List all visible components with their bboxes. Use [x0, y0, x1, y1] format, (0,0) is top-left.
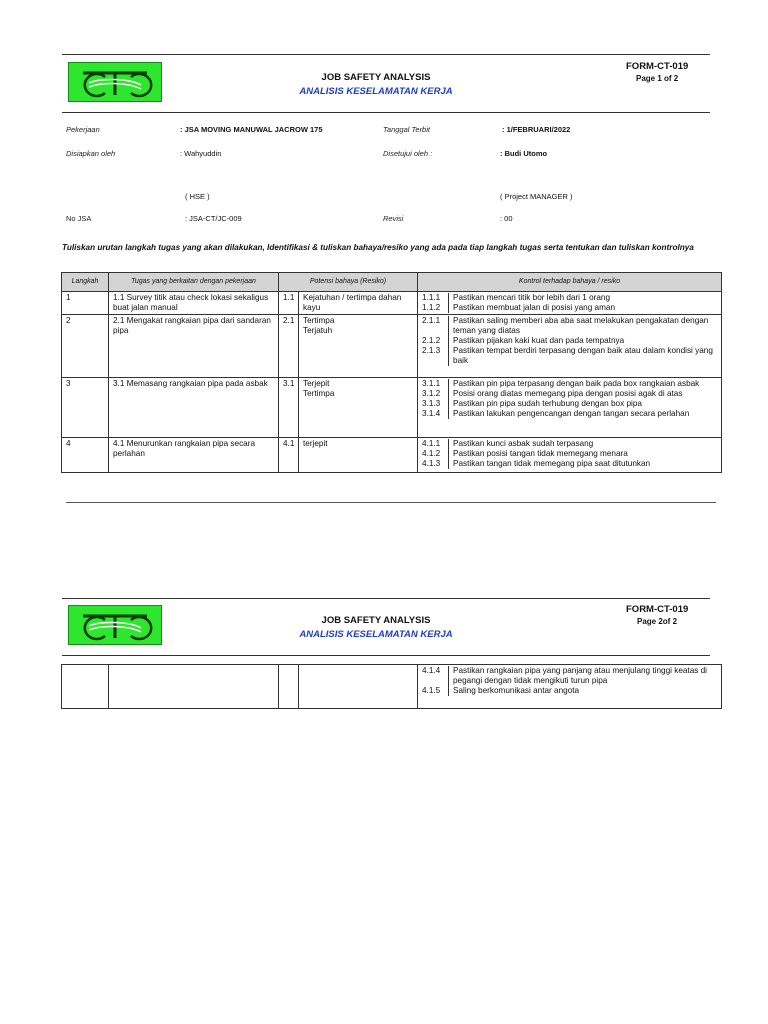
- table-row: [62, 378, 722, 438]
- tanggal-label: Tanggal Terbit: [383, 125, 430, 134]
- cell-langkah: 4: [62, 438, 109, 473]
- kontrol-text: Pastikan lakukan pengencangan dengan tangan secara perlahan: [453, 409, 690, 418]
- top-rule: [62, 54, 710, 55]
- kontrol-list: [418, 293, 721, 313]
- cell-langkah: 3: [62, 378, 109, 438]
- tanggal-value: : 1/FEBRUARI/2022: [502, 125, 571, 134]
- kontrol-text: Pastikan mencari titik bor lebih dari 1 orang: [453, 293, 611, 302]
- cell-tugas: 4.1 Menurunkan rangkaian pipa secara perlahan: [109, 438, 279, 473]
- disetujui-label: Disetujui oleh :: [383, 149, 433, 158]
- kontrol-number: 4.1.4: [418, 666, 449, 686]
- kontrol-number: 2.1.3: [418, 346, 449, 366]
- revisi-value: : 00: [500, 214, 513, 223]
- table-row: [62, 665, 722, 709]
- kontrol-number: 2.1.2: [418, 336, 449, 346]
- document-title: JOB SAFETY ANALYSIS: [321, 72, 431, 83]
- top-rule-page2: [62, 598, 710, 599]
- disiapkan-value: : Wahyuddin: [180, 149, 222, 158]
- company-logo-icon: [68, 605, 162, 645]
- hse-role: ( HSE ): [185, 192, 210, 201]
- kontrol-number: 4.1.3: [418, 459, 449, 469]
- kontrol-number: 3.1.1: [418, 379, 449, 389]
- pm-role: ( Project MANAGER ): [500, 192, 573, 201]
- kontrol-list: [418, 379, 721, 419]
- company-logo-icon: [68, 62, 162, 102]
- revisi-label: Revisi: [383, 214, 404, 223]
- document-subtitle-page2: ANALISIS KESELAMATAN KERJA: [299, 629, 453, 640]
- table-row: [62, 292, 722, 315]
- kontrol-number: 3.1.4: [418, 409, 449, 419]
- kontrol-text: Pastikan pijakan kaki kuat dan pada tempatnya: [453, 336, 625, 345]
- bahaya-line: terjepit: [303, 439, 328, 448]
- jsa-table: [61, 272, 722, 473]
- kontrol-text: Posisi orang diatas memegang pipa dengan posisi agak di atas: [453, 389, 683, 398]
- bahaya-line: Terjatuh: [303, 326, 333, 335]
- bahaya-line: Terjepit: [303, 379, 330, 388]
- kontrol-number: 4.1.2: [418, 449, 449, 459]
- bahaya-line: Kejatuhan / tertimpa dahan kayu: [303, 293, 402, 312]
- kontrol-text: Pastikan pin pipa terpasang dengan baik pada box rangkaian asbak: [453, 379, 700, 388]
- document-subtitle: ANALISIS KESELAMATAN KERJA: [299, 86, 453, 97]
- disetujui-value: : Budi Utomo: [500, 149, 548, 158]
- table-row: [62, 438, 722, 473]
- cell-bahaya: [299, 378, 418, 438]
- kontrol-list: [418, 316, 721, 366]
- page-divider: [66, 502, 716, 503]
- page-number: Page 1 of 2: [636, 74, 679, 83]
- form-code-page2: FORM-CT-019: [626, 604, 689, 615]
- table-row: [62, 315, 722, 378]
- kontrol-text: Pastikan posisi tangan tidak memegang menara: [453, 449, 628, 458]
- kontrol-text: Pastikan tangan tidak memegang pipa saat ditutunkan: [453, 459, 651, 468]
- jsa-table-continued: [61, 664, 722, 709]
- pekerjaan-label: Pekerjaan: [66, 125, 100, 134]
- kontrol-text: Saling berkomunikasi antar angota: [453, 686, 580, 695]
- header-langkah: Langkah: [62, 273, 109, 292]
- kontrol-number: 3.1.3: [418, 399, 449, 409]
- cell-kontrol: [418, 438, 722, 473]
- table-header-row: [62, 273, 722, 292]
- cell-tugas: 1.1 Survey titik atau check lokasi sekaligus buat jalan manual: [109, 292, 279, 315]
- bahaya-line: Tertimpa: [303, 389, 335, 398]
- document-title-page2: JOB SAFETY ANALYSIS: [321, 615, 431, 626]
- cell-bahaya-num: 4.1: [279, 438, 299, 473]
- disiapkan-label: Disiapkan oleh: [66, 149, 116, 158]
- form-code: FORM-CT-019: [626, 61, 689, 72]
- kontrol-text: Pastikan tempat berdiri terpasang dengan baik atau dalam kondisi yang baik: [453, 346, 713, 365]
- cell-bahaya-num: [279, 665, 299, 709]
- cell-bahaya-num: 3.1: [279, 378, 299, 438]
- cell-kontrol: [418, 665, 722, 709]
- kontrol-text: Pastikan rangkaian pipa yang panjang atau menjulang tinggi keatas di pegangi dengan tidak mengikuti turun pipa: [453, 666, 707, 685]
- kontrol-number: 1.1.1: [418, 293, 449, 303]
- cell-bahaya: [299, 438, 418, 473]
- cell-langkah: 2: [62, 315, 109, 378]
- kontrol-list: [418, 666, 721, 696]
- kontrol-text: Pastikan membuat jalan di posisi yang aman: [453, 303, 616, 312]
- cell-bahaya-num: 1.1: [279, 292, 299, 315]
- header-kontrol: Kontrol terhadap bahaya / resiko: [418, 273, 722, 292]
- kontrol-text: Pastikan kunci asbak sudah terpasang: [453, 439, 594, 448]
- nojsa-value: : JSA-CT/JC-009: [185, 214, 242, 223]
- cell-kontrol: [418, 315, 722, 378]
- cell-bahaya-num: 2.1: [279, 315, 299, 378]
- header-bahaya: Potensi bahaya (Resiko): [279, 273, 418, 292]
- logo-graphic: [69, 606, 161, 644]
- cell-kontrol: [418, 378, 722, 438]
- cell-bahaya: [299, 292, 418, 315]
- header-rule: [62, 112, 710, 113]
- bahaya-line: Tertimpa: [303, 316, 335, 325]
- cell-tugas: [109, 665, 279, 709]
- pekerjaan-value: : JSA MOVING MANUWAL JACROW 175: [180, 125, 323, 134]
- header-rule-page2: [62, 655, 710, 656]
- logo-graphic: [69, 63, 161, 101]
- cell-langkah: [62, 665, 109, 709]
- kontrol-number: 3.1.2: [418, 389, 449, 399]
- cell-langkah: 1: [62, 292, 109, 315]
- cell-tugas: 3.1 Memasang rangkaian pipa pada asbak: [109, 378, 279, 438]
- kontrol-number: 2.1.1: [418, 316, 449, 336]
- cell-tugas: 2.1 Mengakat rangkaian pipa dari sandaran pipa: [109, 315, 279, 378]
- kontrol-text: Pastikan pin pipa sudah terhubung dengan box pipa: [453, 399, 642, 408]
- cell-bahaya: [299, 315, 418, 378]
- page-number-page2: Page 2of 2: [637, 617, 678, 626]
- instruction-text: Tuliskan urutan langkah tugas yang akan dilakukan, Identifikasi & tuliskan bahaya/resiko yang ada pada tiap langkah tugas serta tentukan dan tuliskan kontrolnya: [62, 243, 694, 252]
- kontrol-list: [418, 439, 721, 469]
- cell-kontrol: [418, 292, 722, 315]
- kontrol-number: 1.1.2: [418, 303, 449, 313]
- cell-bahaya: [299, 665, 418, 709]
- kontrol-number: 4.1.1: [418, 439, 449, 449]
- nojsa-label: No JSA: [66, 214, 92, 223]
- kontrol-number: 4.1.5: [418, 686, 449, 696]
- header-tugas: Tugas yang berkaitan dengan pekerjaan: [109, 273, 279, 292]
- kontrol-text: Pastikan saling memberi aba aba saat melakukan pengakatan dengan teman yang diatas: [453, 316, 709, 335]
